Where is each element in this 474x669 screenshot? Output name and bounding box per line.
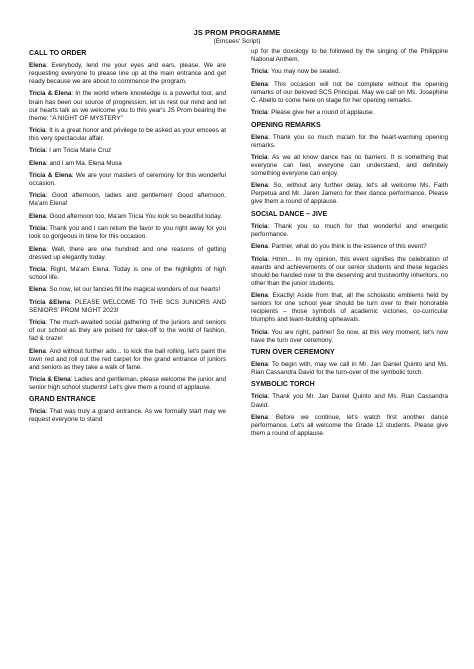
document-subtitle: (Emcees' Script) [213, 38, 261, 45]
script-line [29, 172, 226, 188]
script-text: : Hmm... In my opinion, this event signifies the celebration of awards and achievements of our senior students and these legacies should be handed over to the deserving and trustworthy inheritors, no other than the junior students. [251, 255, 448, 287]
script-text: up for the doxology to be followed by the singing of the Philippine National Anthem. [251, 48, 448, 64]
speaker-name: Tricia [29, 147, 46, 155]
script-line [251, 154, 448, 178]
section-heading: TURN OVER CEREMONY [251, 348, 335, 356]
speaker-name: Elena [251, 80, 268, 88]
speaker-name: Tricia & Elena [29, 375, 71, 383]
section-heading: CALL TO ORDER [29, 50, 87, 57]
script-text: : Good afternoon too, Ma'am Tricia You look so beautiful today. [45, 212, 222, 220]
script-line [29, 127, 226, 143]
speaker-name: Tricia [29, 126, 46, 134]
script-line [251, 414, 448, 438]
section-heading: OPENING REMARKS [251, 121, 321, 129]
left-column [29, 48, 226, 429]
script-line [29, 348, 226, 372]
script-line [251, 393, 448, 409]
document-title: JS PROM PROGRAMME [193, 28, 281, 37]
script-text: : Everybody, lend me your eyes and ears, please. We are requesting everyone to please line up at the main entrance and get ready because we are about to commence the program. [29, 62, 226, 86]
speaker-name: Tricia [29, 265, 46, 273]
right-column [251, 48, 448, 442]
script-line [29, 213, 226, 221]
script-line [29, 90, 226, 122]
script-text: : PLEASE WELCOME TO THE SCS JUNIORS AND SENIORS' PROM NIGHT 2023! [29, 298, 226, 314]
script-text: : Before we continue, let's watch first another dance performance. Let's all welcome the Grade 12 students. Please give them a round of applause. [251, 413, 448, 437]
script-line [29, 408, 226, 424]
script-text: : Right, Ma'am Elena. Today is one of the highlights of high school life. [29, 265, 226, 281]
script-line [29, 192, 226, 208]
script-line [251, 182, 448, 206]
script-text: : So, without any further delay, let's all welcome Ms. Faith Perpetua and Mr. Jaren Jamero for their dance performance. Please give them a round of applause. [251, 182, 448, 206]
speaker-name: Elena [251, 292, 268, 300]
script-text: : This occasion will not be complete without the opening remarks of our beloved SCS Principal. May we call on Ms. Josephine C. Abello to come here on stage for her opening remarks. [251, 80, 448, 104]
speaker-name: Elena [29, 245, 46, 253]
script-line [251, 68, 448, 76]
script-line [29, 319, 226, 343]
speaker-name: Tricia &Elena [29, 298, 71, 306]
speaker-name: Tricia [251, 222, 268, 230]
speaker-name: Tricia & Elena [29, 90, 72, 98]
script-text: : Please give her a round of applause. [267, 109, 375, 117]
script-text: : Ladies and gentleman, please welcome the junior and senior high school students! Let's give them a round of applause. [29, 375, 227, 391]
script-line [251, 361, 448, 377]
speaker-name: Tricia [251, 109, 268, 117]
script-text: : It is a great honor and privilege to be asked as your emcees at this very spectacular affair. [29, 126, 226, 143]
script-text: : Thank you so much for that wonderful and energetic performance. [251, 222, 448, 238]
script-text: : That was truly a grand entrance. As we formally start may we request everyone to stand [29, 408, 226, 424]
speaker-name: Tricia [29, 408, 46, 416]
section-heading: GRAND ENTRANCE [29, 396, 96, 404]
script-text: : Well, there are one hundred and one reasons of getting dressed up elegantly today. [29, 245, 226, 261]
script-line [251, 292, 448, 324]
speaker-name: Elena [251, 243, 268, 251]
speaker-name: Tricia & Elena [29, 172, 72, 180]
script-line [251, 109, 448, 117]
speaker-name: Tricia [251, 68, 268, 76]
script-text: : I am Tricia Marie Cruz [45, 147, 112, 155]
speaker-name: Elena [29, 347, 46, 355]
script-line [29, 376, 226, 392]
section-heading: SYMBOLIC TORCH [251, 381, 315, 389]
script-text: : We are your masters of ceremony for this wonderful occasion. [29, 172, 226, 188]
script-line [29, 246, 226, 262]
speaker-name: Tricia [251, 393, 268, 401]
script-text: : In the world where knowledge is a powerful tool, and brain has been our source of progression, let us rest our mind and let our hearts talk as we welcome you to this year's JS Prom bearing the theme: "A NIGHT OF MYSTERY" [29, 90, 226, 122]
script-line [29, 299, 226, 315]
speaker-name: Elena [29, 286, 46, 294]
script-line [251, 81, 448, 105]
script-text: : The much-awaited social gathering of the juniors and seniors of our school as they are poised for take-off to the world of fashion, fad & craze! [29, 319, 226, 343]
speaker-name: Tricia [29, 225, 46, 233]
script-line [29, 160, 226, 168]
script-text: : So now, let our fancies fill the magical wonders of our hearts! [45, 286, 221, 294]
script-line [251, 256, 448, 288]
speaker-name: Elena [251, 361, 268, 369]
script-text: : You are right, partner! So now, at this very moment, let's now have the turn over ceremony. [251, 328, 448, 344]
speaker-name: Tricia [251, 255, 268, 263]
script-text: : Thank you so much ma'am for the heart-warming opening remarks. [251, 133, 448, 149]
script-text: : and I am Ma. Elena Musa [45, 159, 122, 167]
speaker-name: Tricia [29, 192, 46, 200]
script-line [29, 62, 226, 86]
section-heading: SOCIAL DANCE – JIVE [251, 210, 328, 218]
speaker-name: Elena [29, 62, 46, 70]
script-text: : To begin with, may we call in Mr. Jan Daniel Quinto and Ms. Rian Cassandra David for the turn-over of the symbolic torch. [251, 361, 448, 377]
script-text: : You may now be seated. [267, 68, 341, 76]
speaker-name: Elena [251, 413, 268, 421]
script-line [251, 223, 448, 239]
script-text: : As we all know dance has no barriers. It is something that everyone can feel, everyone can understand, and definitely something everyone can enjoy. [251, 153, 448, 178]
script-text: : Good afternoon, ladies and gentlemen! Good afternoon, Ma'am Elena! [29, 192, 226, 208]
speaker-name: Elena [29, 212, 46, 220]
script-text: : Partner, what do you think is the essence of this event? [267, 243, 427, 251]
speaker-name: Tricia [251, 328, 268, 336]
speaker-name: Elena [251, 182, 268, 190]
script-text: : Thank you and I can return the favor to you right away for you look so gorgeous in time for this occasion. [29, 225, 226, 241]
script-line [251, 134, 448, 150]
speaker-name: Elena [29, 159, 46, 167]
script-text: : Thank you Mr. Jan Daniel Quinto and Ms. Rian Cassandra David. [251, 393, 448, 409]
script-line [29, 225, 226, 241]
speaker-name: Tricia [251, 153, 268, 161]
script-line [29, 147, 226, 155]
script-line [251, 48, 448, 64]
script-line [251, 243, 448, 251]
script-text: : And without further ado... to kick the ball rolling, let's paint the town red and roll out the red carpet for the grand entrance of juniors and seniors as they take a walk of fame. [29, 347, 226, 371]
script-line [29, 266, 226, 282]
script-line [251, 329, 448, 345]
speaker-name: Tricia [29, 319, 46, 327]
script-line [29, 286, 226, 294]
script-text: : Exactly! Aside from that, all the scholastic emblems held by seniors for one school year should be turn over to their honorable recipients – those symbols of academic victories, co-curricular triumphs and team-building upheavals. [251, 292, 448, 324]
speaker-name: Elena [251, 133, 268, 141]
